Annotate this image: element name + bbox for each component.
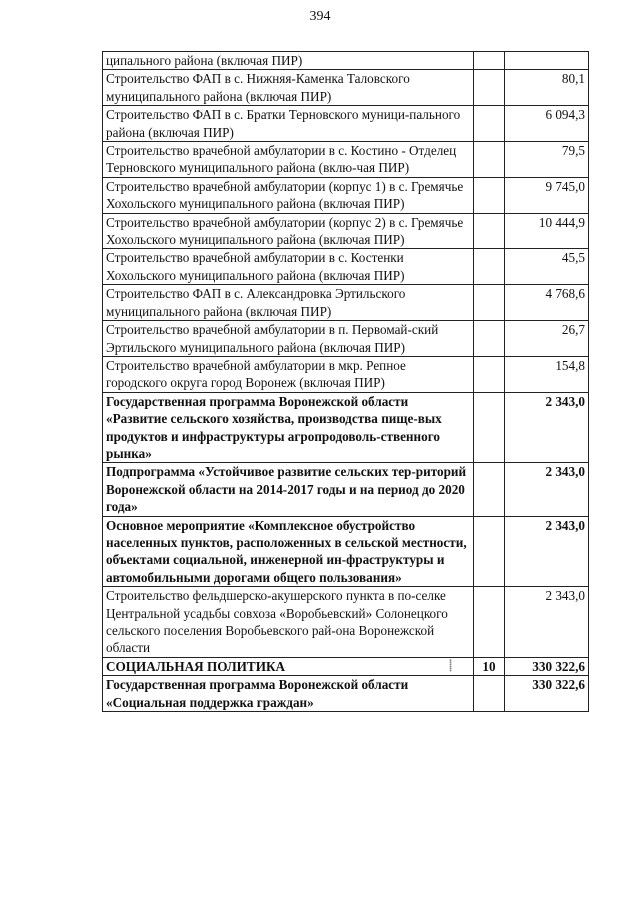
row-name: Строительство врачебной амбулатории в п. Первомай-ский Эртильского муниципального района (включая ПИР) <box>103 321 474 357</box>
row-code <box>474 106 505 142</box>
row-code <box>474 52 505 70</box>
scan-mark: ⸽ <box>449 659 452 672</box>
row-name: Государственная программа Воронежской области «Социальная поддержка граждан» <box>103 676 474 712</box>
row-code <box>474 516 505 587</box>
row-amount: 79,5 <box>505 142 589 178</box>
row-code <box>474 142 505 178</box>
table-row <box>103 356 589 392</box>
table-row <box>103 177 589 213</box>
row-name: СОЦИАЛЬНАЯ ПОЛИТИКА <box>106 658 286 674</box>
row-amount: 154,8 <box>505 356 589 392</box>
row-amount: 2 343,0 <box>505 463 589 516</box>
table-row-program <box>103 676 589 712</box>
row-amount: 330 322,6 <box>505 657 589 675</box>
row-amount <box>505 52 589 70</box>
table-row <box>103 70 589 106</box>
row-amount: 80,1 <box>505 70 589 106</box>
table-row <box>103 52 589 70</box>
row-amount: 2 343,0 <box>505 516 589 587</box>
table-row-section <box>103 657 589 675</box>
table-row <box>103 213 589 249</box>
row-code <box>474 321 505 357</box>
row-code <box>474 463 505 516</box>
row-name: Строительство врачебной амбулатории (корпус 1) в с. Гремячье Хохольского муниципального района (включая ПИР) <box>103 177 474 213</box>
table-row <box>103 142 589 178</box>
row-name: Строительство ФАП в с. Александровка Эртильского муниципального района (включая ПИР) <box>103 285 474 321</box>
row-name: Строительство врачебной амбулатории в мкр. Репное городского округа город Воронеж (включая ПИР) <box>103 356 474 392</box>
table-row <box>103 285 589 321</box>
row-name: Подпрограмма «Устойчивое развитие сельских тер-риторий Воронежской области на 2014-2017 годы и на период до 2020 года» <box>103 463 474 516</box>
page-number: 394 <box>309 9 331 24</box>
row-code <box>474 587 505 658</box>
table-row <box>103 321 589 357</box>
table-row-main-measure <box>103 516 589 587</box>
row-amount: 2 343,0 <box>505 587 589 658</box>
row-name: Строительство фельдшерско-акушерского пункта в по-селке Центральной усадьбы совхоза «Воробьевский» Солонецкого сельского поселения Воробьевского рай-она Воронежской области <box>103 587 474 658</box>
row-amount: 26,7 <box>505 321 589 357</box>
row-name: ципального района (включая ПИР) <box>103 52 474 70</box>
row-code <box>474 676 505 712</box>
table-row-program <box>103 392 589 463</box>
row-name: Государственная программа Воронежской области «Развитие сельского хозяйства, производства пище-вых продуктов и инфраструктуры агропродоволь-ственного рынка» <box>103 392 474 463</box>
row-amount: 4 768,6 <box>505 285 589 321</box>
row-amount: 330 322,6 <box>505 676 589 712</box>
row-amount: 2 343,0 <box>505 392 589 463</box>
row-name: Основное мероприятие «Комплексное обустройство населенных пунктов, расположенных в сельской местности, объектами социальной, инженерной ин-фраструктуры и автомобильными дорогами общего пользования» <box>103 516 474 587</box>
row-amount: 9 745,0 <box>505 177 589 213</box>
row-code <box>474 285 505 321</box>
budget-table <box>102 51 589 712</box>
row-name: Строительство ФАП в с. Братки Терновского муници-пального района (включая ПИР) <box>103 106 474 142</box>
table-row-subprogram <box>103 463 589 516</box>
row-amount: 6 094,3 <box>505 106 589 142</box>
row-name: Строительство врачебной амбулатории в с. Костенки Хохольского муниципального района (включая ПИР) <box>103 249 474 285</box>
row-name: Строительство врачебной амбулатории (корпус 2) в с. Гремячье Хохольского муниципального района (включая ПИР) <box>103 213 474 249</box>
row-amount: 45,5 <box>505 249 589 285</box>
row-code <box>474 356 505 392</box>
row-code <box>474 213 505 249</box>
row-code: 10 <box>474 657 505 675</box>
row-code <box>474 392 505 463</box>
row-code <box>474 177 505 213</box>
table-row <box>103 587 589 658</box>
row-code <box>474 70 505 106</box>
row-name-cell <box>103 657 474 675</box>
row-name: Строительство врачебной амбулатории в с. Костино - Отделец Терновского муниципального района (вклю-чая ПИР) <box>103 142 474 178</box>
table-row <box>103 106 589 142</box>
row-code <box>474 249 505 285</box>
row-name: Строительство ФАП в с. Нижняя-Каменка Таловского муниципального района (включая ПИР) <box>103 70 474 106</box>
table-row <box>103 249 589 285</box>
row-amount: 10 444,9 <box>505 213 589 249</box>
